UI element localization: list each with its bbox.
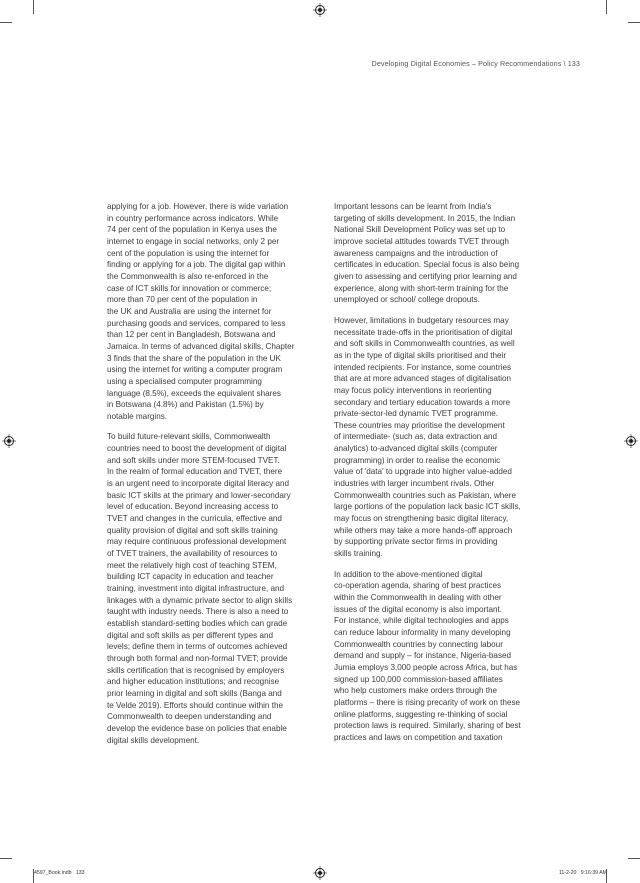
crop-mark bbox=[606, 0, 607, 14]
paragraph: Important lessons can be learnt from India's targeting of skills development. In 2015, the Indian National Skill Development Policy was set up to improve societal attitudes towards TVET through awareness campaigns and the introduction of certificates in education. Special focus is also being given to assessing and certifying prior learning and experience, along with short-term training for the unemployed or school/ college dropouts. bbox=[334, 202, 520, 305]
registration-mark-icon bbox=[624, 434, 638, 448]
crop-mark bbox=[33, 0, 34, 14]
paragraph: To build future-relevant skills, Commonwealth countries need to boost the development of digital and soft skills under more STEM-focused TVET. In the realm of formal education and TVET, there is an urgent need to incorporate digital literacy and basic ICT skills at the primary and lower-secondary level of education. Beyond increasing access to TVET and changes in the curricula, effective and quality provision of digital and soft skills training may require continuous professional development of TVET trainers, the availability of resources to meet the relatively high cost of teaching STEM, building ICT capacity in education and teacher training, investment into digital infrastructure, and linkages with a dynamic private sector to align skills taught with industry needs. There is also a need to establish standard-setting bodies which can grade digital and soft skills as per different types and levels; define them in terms of outcomes achieved through both formal and non-formal TVET; provide skills certification that is recognised by employers and higher education institutions; and recognise prior learning in digital and soft skills (Banga and te Velde 2019). Efforts should continue within the Commonwealth to deepen understanding and develop the evidence base on policies that enable digital skills development. bbox=[107, 432, 293, 745]
print-slug-timestamp: 11-2-20 9:16:39 AM bbox=[558, 870, 607, 876]
paragraph: In addition to the above-mentioned digital co-operation agenda, sharing of best practices within the Commonwealth in dealing with other issues of the digital economy is also important. For instance, while digital technologies and apps can reduce labour informality in many developing Commonwealth countries by connecting labour demand and supply – for instance, Nigeria-based Jumia employs 3,000 people across Africa, but has signed up 100,000 commission-based affiliates who help customers make orders through the platforms – there is rising precarity of work on these online platforms, suggesting re-thinking of social protection laws is required. Similarly, sharing of best practices and laws on competition and taxation bbox=[334, 569, 521, 742]
print-slug-file: 4597_Book.indb 133 bbox=[34, 870, 85, 876]
registration-mark-icon bbox=[313, 3, 327, 17]
paragraph: However, limitations in budgetary resources may necessitate trade-offs in the prioritisation of digital and soft skills in Commonwealth countries, as well as in the type of digital skills prioritised and their intended recipients. For instance, some countries that are at more advanced stages of digitalisation may focus policy interventions in reorienting secondary and tertiary education towards a more private-sector-led dynamic TVET programme. These countries may prioritise the development of intermediate- (such as, data extraction and analytics) to-advanced digital skills (computer programming) in order to realise the economic value of 'data' to upgrade into higher value-added industries with larger incumbent rivals. Other Commonwealth countries such as Pakistan, where large portions of the population lack basic ICT skills, may focus on strengthening basic digital literacy, while others may take a more hands-off approach by supporting private sector firms in providing skills training. bbox=[334, 315, 521, 559]
text-column-right bbox=[334, 201, 572, 753]
running-header: Developing Digital Economies – Policy Recommendations \ 133 bbox=[371, 59, 580, 68]
text-column-left bbox=[107, 201, 345, 755]
crop-mark bbox=[628, 22, 640, 23]
paragraph: applying for a job. However, there is wide variation in country performance across indicators. While 74 per cent of the population in Kenya uses the internet to engage in social networks, only 2 per cent of the population is using the internet for finding or applying for a job. The digital gap within the Commonwealth is also re-enforced in the case of ICT skills for innovation or commerce; more than 70 per cent of the population in the UK and Australia are using the internet for purchasing goods and services, compared to less than 12 per cent in Bangladesh, Botswana and Jamaica. In terms of advanced digital skills, Chapter 3 finds that the share of the population in the UK using the internet for writing a computer program using a specialised computer programming language (8.5%), exceeds the equivalent shares in Botswana (4.8%) and Pakistan (1.5%) by notable margins. bbox=[107, 202, 295, 421]
crop-mark bbox=[0, 22, 12, 23]
registration-mark-icon bbox=[2, 434, 16, 448]
crop-mark bbox=[628, 858, 640, 859]
registration-mark-icon bbox=[313, 866, 327, 880]
crop-mark bbox=[0, 858, 12, 859]
